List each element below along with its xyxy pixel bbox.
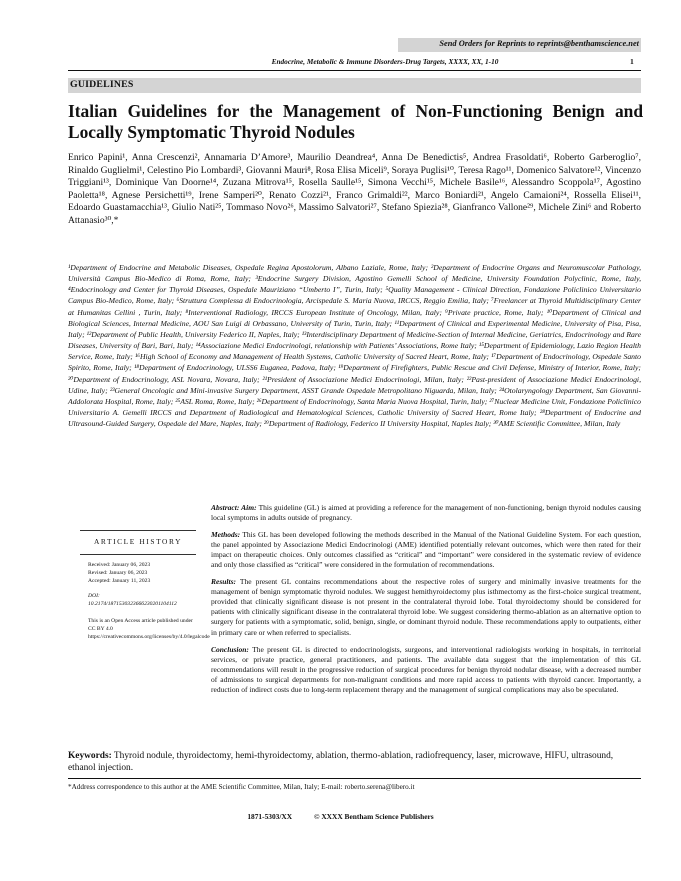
section-banner: [68, 78, 641, 93]
header-rule: [68, 70, 641, 71]
article-title: Italian Guidelines for the Management of Non-Functioning Benign and Locally Symptomatic Thyroid Nodules: [68, 101, 643, 142]
abstract-conclusion-text: The present GL is directed to endocrinologists, surgeons, and interventional radiologists working in hospitals, in territorial services, or private practice, general practitioners, and patients. The available data suggest that the implementation of this GL recommendations will result in the progressive reduction of surgical procedures for benign thyroid nodular disease, with a decreased number of admissions to surgical departments for non-malignant conditions and more rapid access to patients with thyroid cancer. Importantly, a reduction of indirect costs due to long-term replacement therapy and the management of surgical complications may also be speculated.: [211, 644, 641, 694]
page-number: 1: [630, 57, 634, 66]
footer-copyright: © XXXX Bentham Science Publishers: [313, 812, 434, 821]
abstract-conclusion: [211, 645, 641, 695]
abstract-results: [211, 577, 641, 637]
revised-date: Revised: January 06, 2023: [88, 569, 148, 576]
article-history-box: [80, 530, 210, 664]
author-list: Enrico Papini¹, Anna Crescenzi², Annamaria D’Amore³, Maurilio Deandrea⁴, Anna De Benedictis⁵, Andrea Frasoldati⁶, Roberto Garberoglio⁷, Rinaldo Guglielmi¹, Celestino Pio Lombardi³, Giovanni Mauri⁸, Rosa Elisa Miceli⁹, Soraya Puglisi¹⁰, Teresa Rago¹¹, Domenico Salvatore¹², Vincenzo Triggiani¹³, Dominique Van Doorne¹⁴, Zuzana Mitrova¹⁵, Rosella Saulle¹⁵, Simona Vecchi¹⁵, Michele Basile¹⁶, Alessandro Scoppola¹⁷, Agostino Paoletta¹⁸, Agnese Persichetti¹⁹, Irene Samperi²⁰, Renato Cozzi²¹, Franco Grimaldi²², Marco Boniardi²¹, Angelo Camaioni²⁴, Rossella Elisei¹¹, Edoardo Guastamacchia¹³, Giulio Nati²⁵, Tommaso Novo²⁶, Massimo Salvatori²⁷, Stefano Spiezia²⁸, Gianfranco Vallone²⁹, Michele Zini⁶ and Roberto Attanasio³⁰,*: [68, 152, 641, 226]
abstract-aim-text: This guideline (GL) is aimed at providing a reference for the management of non-functioning, benign thyroid nodules causing local symptoms in adults outside of pregnancy.: [211, 503, 641, 523]
page-footer: [0, 812, 681, 821]
accepted-date: Accepted: January 11, 2023: [88, 577, 151, 584]
journal-citation: Endocrine, Metabolic & Immune Disorders-Drug Targets, XXXX, XX, 1-10: [271, 57, 499, 66]
abstract: [211, 503, 641, 702]
article-history-heading: ARTICLE HISTORY: [93, 537, 183, 546]
article-history-rule: [80, 554, 196, 555]
footnote-rule: [68, 778, 641, 779]
abstract-results-text: The present GL contains recommendations about the respective roles of surgery and minimally invasive treatments for the management of benign symptomatic thyroid nodules. We suggest hemithyroidectomy plus isthmectomy as the first-choice surgical treatment, provided that clinically significant disease is not present in the contralateral thyroid lobe. Total thyroidectomy should be considered for patients with clinically significant disease in the contralateral thyroid lobe. We suggest considering thermo-ablation as an alternative option to surgery for patients with a symptomatic, solid, benign, single, or dominant thyroid nodule. These recommendations apply to outpatients, either in primary care or when referred to specialists.: [211, 577, 641, 637]
abstract-results-label: Results:: [211, 577, 237, 587]
received-date: Received: January 06, 2023: [88, 562, 151, 568]
section-label: GUIDELINES: [70, 79, 134, 90]
abstract-methods-label: Methods:: [211, 530, 241, 540]
article-history-dates: [88, 562, 198, 585]
affiliation-list: ¹Department of Endocrine and Metabolic Diseases, Ospedale Regina Apostolorum, Albano Laziale, Rome, Italy; ²Department of Endocrine Organs and Neuromuscolar Pathology, Università Campus Bio-Medico di Roma, Rome, Italy; ³Endocrine Surgery Division, Agostino Gemelli School of Medicine, University Foundation Polyclinic, Rome, Italy, ⁴Endocrinology and Center for Thyroid Diseases, Ospedale Mauriziano “Umberto I”, Turin, Italy; ⁵Quality Management - Clinical Direction, Fondazione Policlinico Universitario Campus Bio-Medico, Rome, Italy; ⁶Struttura Complessa di Endocrinologia, Arcispedale S. Maria Nuova, IRCCS, Reggio Emilia, Italy; ⁷Freelancer at Thyroid Multidisciplinary Center at Humanitas Cellini , Turin, Italy; ⁸Interventional Radiology, IRCCS European Institute of Oncology, Milan, Italy; ⁹Private practice, Rome, Italy; ¹⁰Department of Clinical and Biological Sciences, Internal Medicine, AOU San Luigi di Orbassano, University of Turin, Turin, Italy; ¹¹Department of Clinical and Experimental Medicine, University of Pisa, Pisa, Italy; ¹²Department of Public Health, University Federico II, Naples, Italy; ¹³Interdisciplinary Department of Medicine-Section of Internal Medicine, Geriatrics, Endocrinology and Rare Diseases, University of Bari, Bari, Italy; ¹⁴Associazione Medici Endocrinologi, relationship with Patients’ Associations, Rome Italy; ¹⁵Department of Epidemiology, Lazio Region Health Service, Rome, Italy; ¹⁶High School of Economy and Management of Health Systems, Catholic University of Sacred Heart, Rome, Italy; ¹⁷Department of Endocrinology, Ospedale Santo Spirito, Rome, Italy; ¹⁸Department of Endocrinology, ULSS6 Euganea, Padova, Italy; ¹⁹Department of Firefighters, Public Rescue and Civil Defense, Ministry of Interior, Rome, Italy; ²⁰Department of Endocrinology, ASL Novara, Novara, Italy; ²¹President of Associazione Medici Endocrinologi, Milan, Italy; ²²Past-president of Associazione Medici Endocrinologi, Udine, Italy; ²³General Oncologic and Mini-invasive Surgery Department, ASST Grande Ospedale Metropolitano Niguarda, Milan, Italy; ²⁴Otolaryngology Department, San Giovanni-Addolorata Hospital, Rome, Italy; ²⁵ASL Roma, Rome, Italy; ²⁶Department of Endocrinology, Santa Maria Nuova Hospital, Turin, Italy; ²⁷Nuclear Medicine Unit, Fondazione Policlinico Universitario A. Gemelli IRCCS and Department of Radiological and Hematological Sciences, Catholic University of Sacred Heart, Rome Italy; ²⁸Department of Endocrine and Ultrasound-Guided Surgery, Ospedale del Mare, Naples, Italy; ²⁹Department of Radiology, Federico II University Hospital, Naples Italy; ³⁰AME Scientific Committee, Milan, Italy: [68, 263, 641, 429]
abstract-methods: [211, 530, 641, 570]
abstract-aim: [211, 503, 641, 523]
correspondence-note: *Address correspondence to this author at the AME Scientific Committee, Milan, Italy; E-mail: roberto.serena@libero.it: [68, 783, 415, 791]
abstract-conclusion-label: Conclusion:: [211, 644, 249, 654]
abstract-aim-label: Abstract: Aim:: [211, 503, 257, 512]
keywords-label: Keywords:: [68, 751, 112, 761]
license-notice: This is an Open Access article published under CC BY 4.0 https://creativecommons.org/licenses/by/4.0/legalcode: [88, 618, 210, 640]
abstract-methods-text: This GL has been developed following the methods described in the Manual of the National Guideline System. For each question, the panel appointed by Associazione Medici Endocrinologi (AME) identified potentially relevant outcomes, which were then rated for their impact on therapeutic choices. Only outcomes classified as “critical” and “important” were considered in the systematic review of evidence and only those classified as “critical” were considered in the formulation of recommendations.: [211, 530, 641, 570]
keywords: [68, 750, 641, 774]
footer-issn: 1871-5303/XX: [247, 812, 293, 821]
reprint-notice: Send Orders for Reprints to reprints@benthamscience.net: [439, 39, 639, 48]
doi-label: DOI:: [88, 593, 100, 599]
article-history-top-rule: [80, 530, 196, 531]
keywords-text: Thyroid nodule, thyroidectomy, hemi-thyroidectomy, ablation, thermo-ablation, radiofrequency, laser, microwave, HIFU, ultrasound, ethanol injection.: [68, 751, 614, 774]
doi-link[interactable]: 10.2174/1871530323666230201104112: [88, 601, 177, 607]
